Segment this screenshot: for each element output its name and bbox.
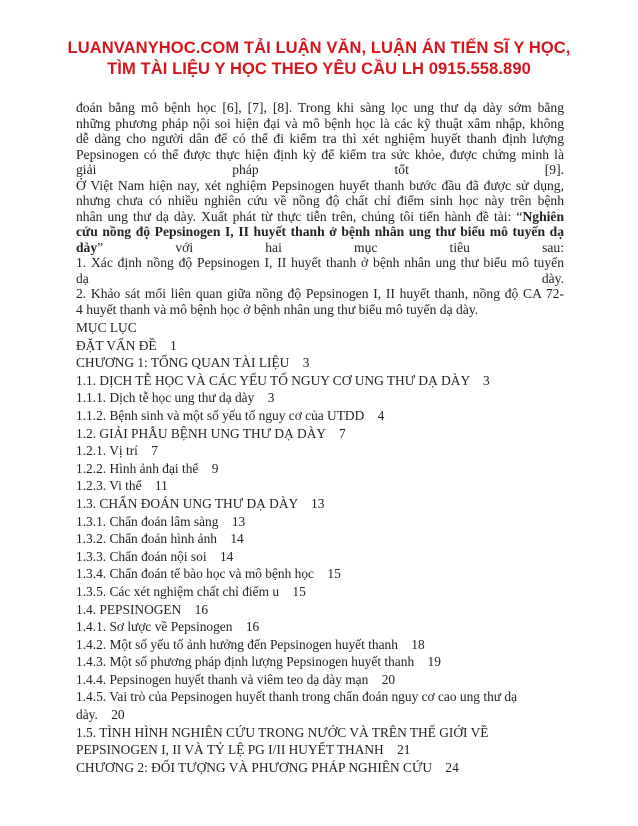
toc-entry: 1.3.1. Chẩn đoán lâm sàng 13: [76, 513, 246, 529]
toc-entry: CHƯƠNG 1: TỔNG QUAN TÀI LIỆU 3: [76, 355, 310, 371]
text-line: đoán bằng mô bệnh học [6], [7], [8]. Trong khi sàng lọc ung thư dạ dày sớm bằng: [76, 100, 564, 115]
paragraph-1: [76, 100, 564, 178]
toc-entry: ĐẶT VẤN ĐỀ 1: [76, 337, 177, 353]
study-title-part: Nghiên: [522, 208, 564, 224]
text-line: [76, 240, 564, 256]
objective-1: [76, 255, 564, 286]
objective-2: [76, 286, 564, 317]
page-header: [40, 38, 598, 80]
text-line: [76, 209, 564, 225]
toc-entry: dày. 20: [76, 707, 125, 723]
text-line: 4 huyết thanh và mô bệnh học ở bệnh nhân ung thư biểu mô tuyến dạ dày.: [76, 301, 479, 317]
toc-entry: 1.1.2. Bệnh sinh và một số yếu tố nguy cơ của UTDD 4: [76, 407, 385, 423]
toc-entry: 1.4.4. Pepsinogen huyết thanh và viêm teo dạ dày mạn 20: [76, 671, 396, 687]
toc-entry: 1.2.3. Vi thể 11: [76, 478, 168, 494]
toc-entry: 1.3.3. Chẩn đoán nội soi 14: [76, 548, 234, 564]
study-title-part: cứu nồng độ Pepsinogen I, II huyết thanh ở bệnh nhân ung thư biểu mô tuyến dạ: [76, 224, 564, 239]
toc-entry: 1.4.1. Sơ lược về Pepsinogen 16: [76, 619, 260, 635]
document-body: [76, 100, 564, 776]
text-line: Ở Việt Nam hiện nay, xét nghiệm Pepsinogen huyết thanh bước đầu đã được sử dụng,: [76, 177, 564, 193]
toc-entry: 1.3.5. Các xét nghiệm chất chỉ điểm u 15: [76, 583, 306, 599]
toc-heading: MỤC LỤC: [76, 320, 137, 335]
toc-entry: 1.4.5. Vai trò của Pepsinogen huyết thanh trong chẩn đoán nguy cơ cao ung thư dạ: [76, 689, 518, 705]
text-line: nhưng chưa có nhiều nghiên cứu về nồng độ chất chỉ điểm sinh học này trên bệnh: [76, 193, 564, 208]
text-line: Pepsinogen có thể được thực hiện định kỳ để kiểm tra sức khỏe, được chứng minh là: [76, 146, 564, 162]
toc-entry: 1.2.2. Hình ảnh đại thể 9: [76, 460, 219, 476]
text-line: dạ dày.: [76, 270, 564, 286]
toc-entry: CHƯƠNG 2: ĐỐI TƯỢNG VÀ PHƯƠNG PHÁP NGHIÊN CỨU 24: [76, 759, 459, 775]
toc-entry: 1.5. TÌNH HÌNH NGHIÊN CỨU TRONG NƯỚC VÀ TRÊN THẾ GIỚI VỀ: [76, 724, 489, 740]
header-line-2: TÌM TÀI LIỆU Y HỌC THEO YÊU CẦU LH 0915.558.890: [107, 60, 531, 78]
text-span: ” với hai mục tiêu sau:: [97, 239, 564, 255]
text-span: nhân ung thư dạ dày. Xuất phát từ thực tiễn trên, chúng tôi tiến hành đề tài: “: [76, 208, 523, 224]
toc-entry: 1.4. PEPSINOGEN 16: [76, 601, 209, 617]
header-line-1: LUANVANYHOC.COM TẢI LUẬN VĂN, LUẬN ÁN TIẾN SĨ Y HỌC,: [67, 39, 571, 57]
text-line: [76, 224, 564, 240]
toc-entry: 1.1. DỊCH TỄ HỌC VÀ CÁC YẾU TỐ NGUY CƠ UNG THƯ DẠ DÀY 3: [76, 372, 490, 388]
text-line: giải pháp tốt [9].: [76, 162, 564, 177]
toc-entry: 1.4.3. Một số phương pháp định lượng Pepsinogen huyết thanh 19: [76, 654, 441, 670]
toc-entry: 1.1.1. Dịch tễ học ung thư dạ dày 3: [76, 390, 275, 406]
toc-entry: PEPSINOGEN I, II VÀ TỶ LỆ PG I/II HUYẾT THANH 21: [76, 742, 411, 758]
toc-entry: 1.4.2. Một số yếu tố ảnh hưởng đến Pepsinogen huyết thanh 18: [76, 636, 425, 652]
toc-entry: 1.3. CHẨN ĐOÁN UNG THƯ DẠ DÀY 13: [76, 495, 325, 511]
text-line: dễ dàng cho người dân để có thể đi kiểm tra thì xét nghiệm huyết thanh định lượng: [76, 131, 564, 146]
paragraph-2: [76, 178, 564, 256]
table-of-contents: [76, 319, 564, 776]
study-title-part: dày: [76, 239, 98, 255]
toc-entry: 1.2.1. Vị trí 7: [76, 443, 158, 459]
toc-entry: 1.3.4. Chẩn đoán tế bào học và mô bệnh học 15: [76, 566, 341, 582]
toc-entry: 1.2. GIẢI PHẪU BỆNH UNG THƯ DẠ DÀY 7: [76, 425, 346, 441]
text-line: 2. Khảo sát mối liên quan giữa nồng độ Pepsinogen I, II huyết thanh, nồng độ CA 72-: [76, 286, 564, 301]
toc-entry: 1.3.2. Chẩn đoán hình ảnh 14: [76, 531, 244, 547]
text-line: những phương pháp nội soi hiện đại và mô bệnh học là các kỹ thuật xâm nhập, không: [76, 115, 564, 131]
text-line: 1. Xác định nồng độ Pepsinogen I, II huyết thanh ở bệnh nhân ung thư biểu mô tuyến: [76, 255, 564, 270]
